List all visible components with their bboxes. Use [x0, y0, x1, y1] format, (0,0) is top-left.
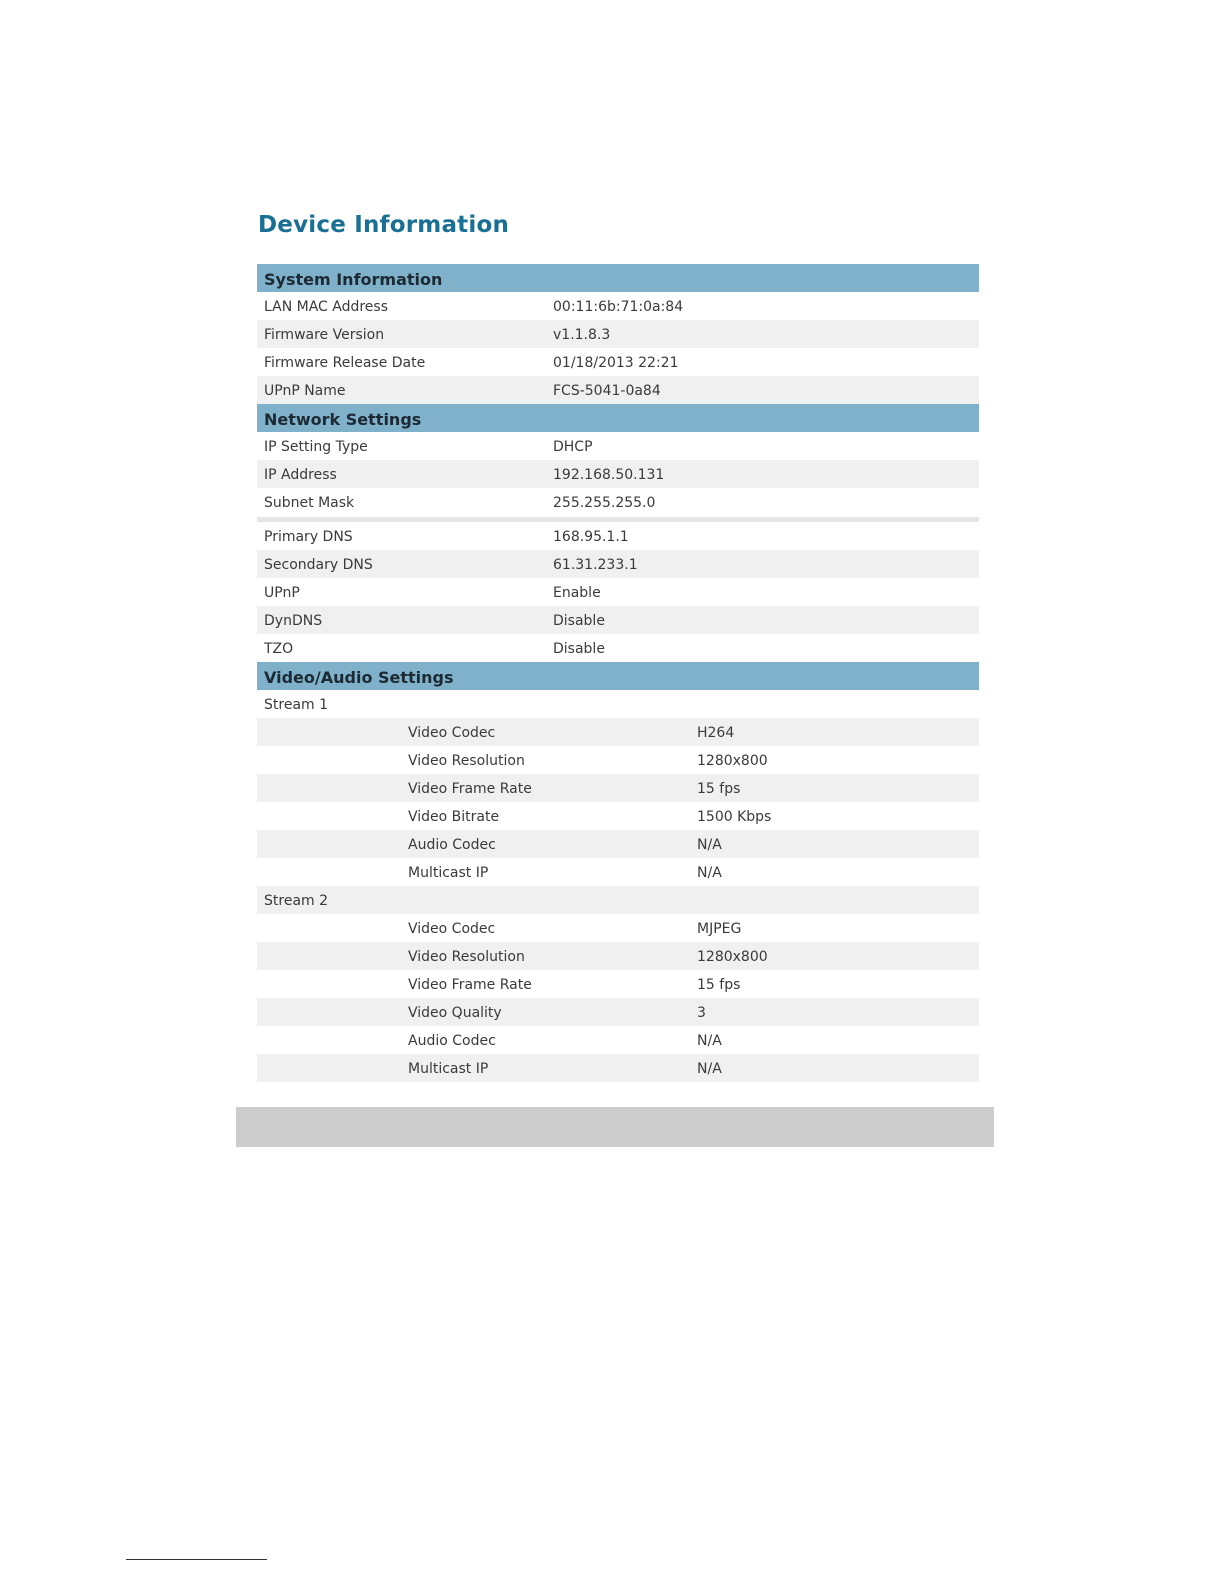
footnote-rule — [126, 1559, 267, 1560]
table-row — [257, 942, 979, 970]
row-value: 168.95.1.1 — [553, 529, 629, 545]
table-row — [257, 998, 979, 1026]
stream-name: Stream 1 — [264, 697, 329, 713]
row-label: Video Codec — [408, 921, 496, 937]
row-value: MJPEG — [697, 921, 742, 937]
table-row — [257, 1054, 979, 1082]
row-label: UPnP — [264, 585, 300, 601]
section-header-network: Network Settings — [257, 404, 979, 432]
page-title: Device Information — [258, 212, 510, 238]
table-row — [257, 320, 979, 348]
row-value: N/A — [697, 865, 722, 881]
table-row — [257, 488, 979, 516]
row-label: DynDNS — [264, 613, 323, 629]
row-label: Subnet Mask — [264, 495, 355, 511]
row-value: FCS-5041-0a84 — [553, 383, 661, 399]
row-label: UPnP Name — [264, 383, 346, 399]
row-value: 1280x800 — [697, 949, 768, 965]
table-row — [257, 718, 979, 746]
section-header-system: System Information — [257, 264, 979, 292]
table-row — [257, 432, 979, 460]
row-label: Firmware Version — [264, 327, 385, 343]
table-row — [257, 550, 979, 578]
row-label: Multicast IP — [408, 865, 489, 881]
stream-name: Stream 2 — [264, 893, 329, 909]
table-row — [257, 348, 979, 376]
table-row — [257, 460, 979, 488]
row-value: Enable — [553, 585, 601, 601]
row-value: DHCP — [553, 439, 593, 455]
table-row — [257, 746, 979, 774]
row-label: Audio Codec — [408, 1033, 496, 1049]
stream-label-row — [257, 886, 979, 914]
row-value: H264 — [697, 725, 735, 741]
row-value: N/A — [697, 1061, 722, 1077]
row-label: Video Frame Rate — [408, 781, 532, 797]
row-label: TZO — [264, 641, 294, 657]
row-label: Firmware Release Date — [264, 355, 426, 371]
row-label: Video Resolution — [408, 949, 525, 965]
bottom-bar — [236, 1107, 994, 1147]
table-row — [257, 830, 979, 858]
table-row — [257, 634, 979, 662]
row-value: 00:11:6b:71:0a:84 — [553, 299, 684, 315]
row-value: 255.255.255.0 — [553, 495, 656, 511]
row-value: N/A — [697, 1033, 722, 1049]
row-label: Secondary DNS — [264, 557, 373, 573]
row-value: 1500 Kbps — [697, 809, 772, 825]
row-label: IP Address — [264, 467, 337, 483]
row-label: Video Frame Rate — [408, 977, 532, 993]
table-row — [257, 858, 979, 886]
table-row — [257, 1026, 979, 1054]
table-row — [257, 376, 979, 404]
row-label: Video Resolution — [408, 753, 525, 769]
device-info-panel — [257, 264, 979, 1082]
row-value: v1.1.8.3 — [553, 327, 611, 343]
row-label: Video Codec — [408, 725, 496, 741]
row-label: Video Bitrate — [408, 809, 500, 825]
table-row — [257, 774, 979, 802]
table-row — [257, 914, 979, 942]
table-row — [257, 802, 979, 830]
row-value: 3 — [697, 1005, 706, 1021]
row-label: IP Setting Type — [264, 439, 368, 455]
row-value: 15 fps — [697, 977, 741, 993]
row-value: 1280x800 — [697, 753, 768, 769]
row-value: 61.31.233.1 — [553, 557, 638, 573]
section-header-video-audio: Video/Audio Settings — [257, 662, 979, 690]
row-value: Disable — [553, 641, 605, 657]
table-row — [257, 606, 979, 634]
row-label: Video Quality — [408, 1005, 502, 1021]
row-value: 192.168.50.131 — [553, 467, 665, 483]
row-label: Multicast IP — [408, 1061, 489, 1077]
row-value: 15 fps — [697, 781, 741, 797]
table-row — [257, 522, 979, 550]
row-value: N/A — [697, 837, 722, 853]
row-label: Primary DNS — [264, 529, 353, 545]
row-label: LAN MAC Address — [264, 299, 389, 315]
row-label: Audio Codec — [408, 837, 496, 853]
table-row — [257, 578, 979, 606]
row-value: Disable — [553, 613, 605, 629]
row-value: 01/18/2013 22:21 — [553, 355, 679, 371]
stream-label-row — [257, 690, 979, 718]
table-row — [257, 970, 979, 998]
table-row — [257, 292, 979, 320]
